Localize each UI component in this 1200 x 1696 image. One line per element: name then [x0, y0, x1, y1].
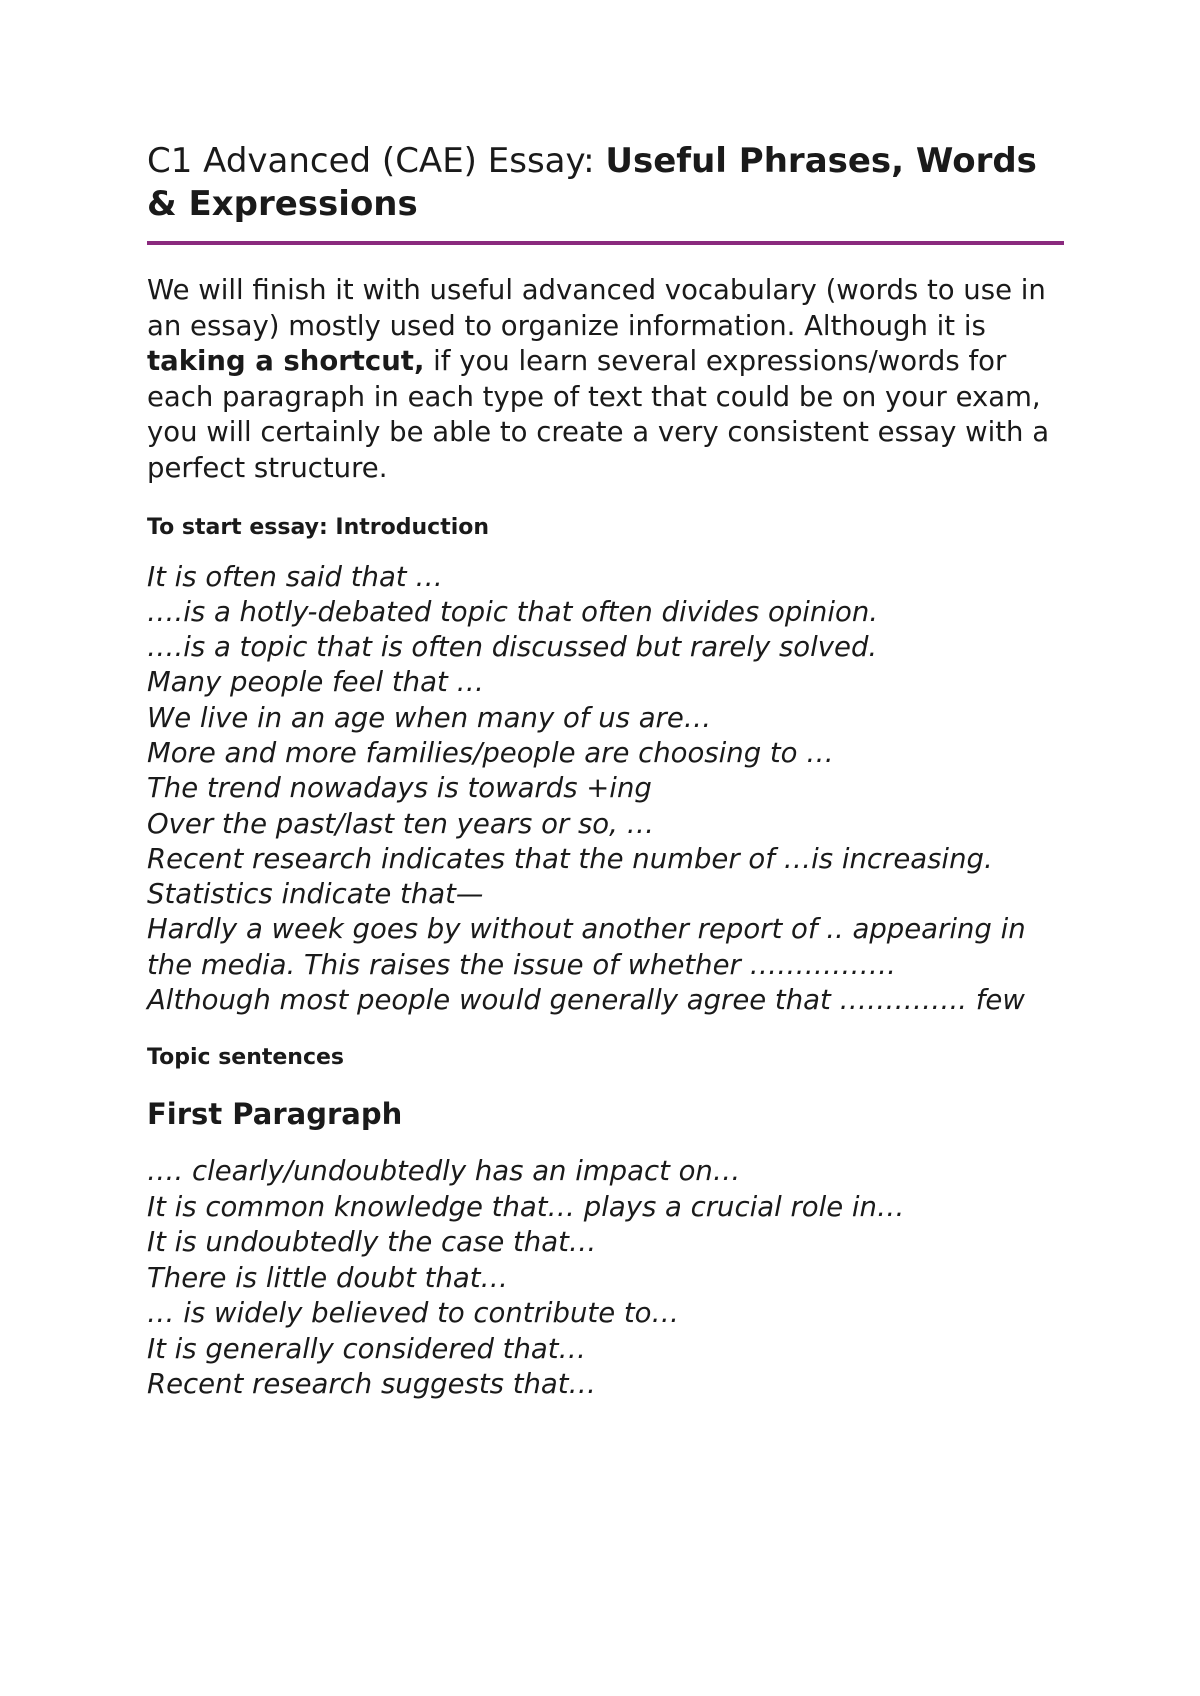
phrase-item: It is undoubtedly the case that… — [147, 1226, 597, 1259]
title-bold: Useful Phrases, Words & Expressions — [147, 141, 1037, 224]
phrase-item: ….is a topic that is often discussed but rarely solved. — [147, 631, 878, 664]
intro-bold-text: taking a shortcut, — [147, 345, 425, 377]
phrase-item: It is common knowledge that… plays a crucial role in… — [147, 1190, 905, 1223]
phrase-item: It is generally considered that… — [147, 1332, 587, 1365]
phrase-item: Statistics indicate that— — [147, 878, 484, 911]
phrase-item: …. clearly/undoubtedly has an impact on… — [147, 1155, 741, 1188]
phrase-item: We live in an age when many of us are… — [147, 701, 712, 734]
intro-text-start: We will finish it with useful advanced vocabulary (words to use in an essay) mostly used to organize information. Although it is — [147, 274, 1046, 342]
phrase-item: Although most people would generally agree that ………….. few — [147, 984, 1025, 1017]
document-title — [147, 140, 1067, 226]
phrase-item: It is often said that … — [147, 560, 443, 593]
topic-sentences-label: Topic sentences — [147, 1045, 345, 1071]
phrase-item: Many people feel that … — [147, 666, 484, 699]
title-divider — [147, 241, 1064, 245]
phrase-item: ….is a hotly-debated topic that often divides opinion. — [147, 595, 878, 628]
phrase-item: There is little doubt that… — [147, 1261, 509, 1294]
phrase-item: Recent research indicates that the number of …is increasing. — [147, 842, 993, 875]
phrase-item: Over the past/last ten years or so, … — [147, 807, 655, 840]
intro-text-end: if you learn several expressions/words for each paragraph in each type of text that could be on your exam, you will certainly be able to create a very consistent essay with a perfect structure. — [147, 345, 1050, 484]
phrase-item: The trend nowadays is towards +ing — [147, 772, 652, 805]
topic-phrase-list — [147, 1154, 1067, 1403]
document-page — [147, 140, 1067, 1403]
phrase-item: Recent research suggests that… — [147, 1368, 597, 1401]
phrase-item: Hardly a week goes by without another report of .. appearing in the media. This raises the issue of whether ……………. — [147, 913, 1026, 981]
phrase-item: … is widely believed to contribute to… — [147, 1297, 679, 1330]
intro-paragraph — [147, 273, 1067, 486]
introduction-label: To start essay: Introduction — [147, 514, 490, 540]
title-prefix: C1 Advanced (CAE) Essay: — [147, 141, 606, 181]
phrase-item: More and more families/people are choosing to … — [147, 736, 834, 769]
introduction-phrase-list — [147, 560, 1067, 1019]
first-paragraph-heading: First Paragraph — [147, 1097, 403, 1132]
